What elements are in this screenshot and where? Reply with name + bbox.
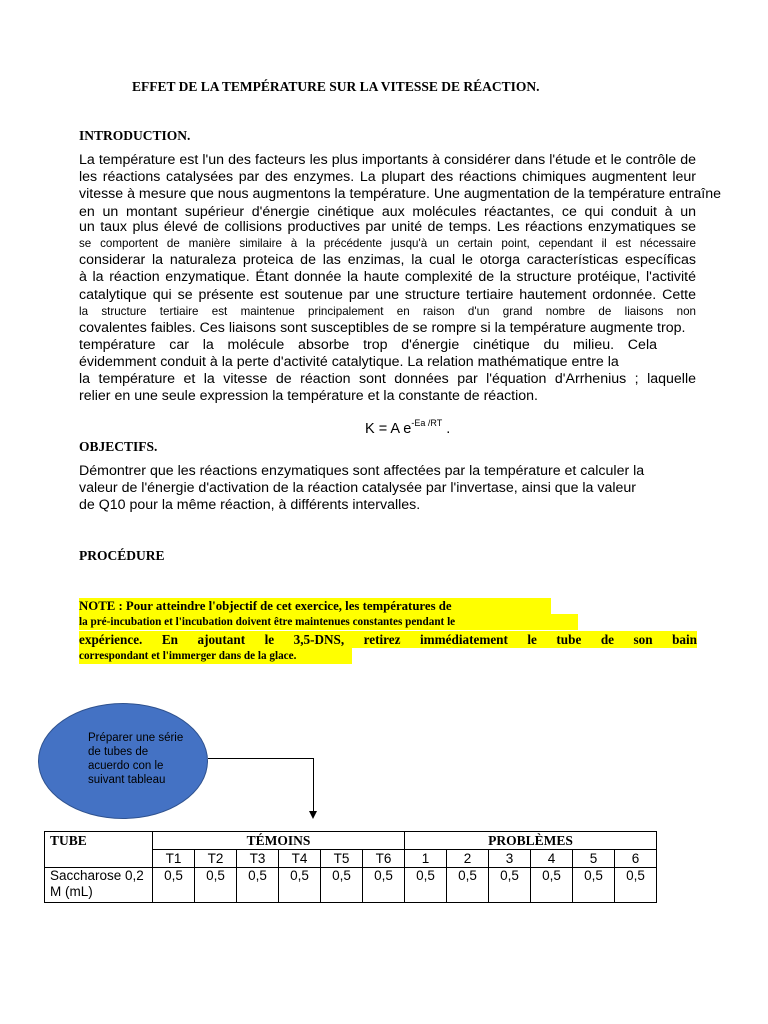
formula-exponent: -Ea /RT [411,418,443,428]
intro-line: évidemment conduit à la perte d'activité catalytique. La relation mathématique entre la [79,354,619,370]
tube-header [45,832,153,868]
table-cell: 0,5 [195,868,237,903]
document-title: EFFET DE LA TEMPÉRATURE SUR LA VITESSE DE RÉACTION. [132,79,540,94]
intro-line: La température est l'un des facteurs les plus importants à considérer dans l'étude et le contrôle de [79,152,696,168]
table-cell: T5 [321,850,363,868]
problemes-header: PROBLÈMES [405,832,657,850]
intro-line: à la réaction enzymatique. Étant donnée la haute complexité de la structure protéique, l'activité [79,269,696,285]
objectives-heading: OBJECTIFS. [79,439,158,454]
table-cell: T4 [279,850,321,868]
table-cell: 0,5 [363,868,405,903]
intro-line: covalentes faibles. Ces liaisons sont susceptibles de se rompre si la température augmente trop. [79,320,686,336]
connector-line [313,758,314,814]
objectives-line: de Q10 pour la même réaction, à différents intervalles. [79,497,421,513]
table-row [45,868,657,903]
note-line: la pré-incubation et l'incubation doivent être maintenues constantes pendant le [79,614,578,630]
table-cell: 0,5 [153,868,195,903]
row-label: Saccharose 0,2 M (mL) [45,868,153,903]
table-header-row [45,832,657,850]
intro-line: considerar la naturaleza proteica de las enzimas, la cual le otorga características específicas [79,252,696,268]
introduction-heading: INTRODUCTION. [79,128,191,143]
table-cell: 0,5 [237,868,279,903]
table-cell: 0,5 [447,868,489,903]
table-cell: 6 [615,850,657,868]
table-cell: 4 [531,850,573,868]
table-cell: 1 [405,850,447,868]
note-line: correspondant et l'immerger dans de la glace. [79,648,352,664]
procedure-heading: PROCÉDURE [79,548,165,563]
intro-line: catalytique qui se présente est soutenue par une structure tertiaire hautement ordonnée. Cette [79,287,696,303]
tube-header-text: TUBE [50,832,87,848]
intro-line: vitesse à mesure que nous augmentons la température. Une augmentation de la température entraîne [79,186,721,202]
connector-line [208,758,314,759]
intro-line: en un montant supérieur d'énergie cinétique aux molécules réactantes, ce qui conduit à un [79,204,696,220]
tubes-table [44,831,657,903]
table-cell: 0,5 [531,868,573,903]
formula-end: . [442,421,451,437]
table-cell: 0,5 [615,868,657,903]
table-cell: 0,5 [489,868,531,903]
temoins-header: TÉMOINS [153,832,405,850]
note-line: expérience. En ajoutant le 3,5-DNS, retirez immédiatement le tube de son bain [79,632,697,647]
intro-line: température car la molécule absorbe trop d'énergie cinétique du milieu. Cela [79,337,657,353]
formula-base: K = A e [365,421,412,437]
table-cell: 3 [489,850,531,868]
intro-line: les réactions catalysées par des enzymes. La plupart des réactions chimiques augmentent leur [79,169,696,185]
table-cell: 0,5 [321,868,363,903]
table-cell: 2 [447,850,489,868]
arrow-down-icon [309,811,317,819]
arrhenius-equation [365,418,451,437]
table-cell: 0,5 [405,868,447,903]
intro-line: relier en une seule expression la température et la constante de réaction. [79,388,539,404]
flow-step-text: Préparer une série de tubes de acuerdo con le suivant tableau [88,732,184,786]
table-cell: 0,5 [279,868,321,903]
intro-line: un taux plus élevé de collisions productives par unité de temps. Les réactions enzymatiques se [79,219,696,235]
table-cell: 5 [573,850,615,868]
table-cell: T6 [363,850,405,868]
note-line: NOTE : Pour atteindre l'objectif de cet exercice, les températures de [79,598,551,614]
objectives-line: valeur de l'énergie d'activation de la réaction catalysée par l'invertase, ainsi que la valeur [79,480,637,496]
intro-line: la température et la vitesse de réaction sont données par l'équation d'Arrhenius ; laquelle [79,371,696,387]
table-cell: T3 [237,850,279,868]
intro-line: se comportent de manière similaire à la précédente jusqu'à un certain point, cependant il est nécessaire [79,237,696,250]
objectives-line: Démontrer que les réactions enzymatiques sont affectées par la température et calculer la [79,463,645,479]
table-cell: T1 [153,850,195,868]
intro-line: la structure tertiaire est maintenue principalement en raison d'un grand nombre de liaisons non [79,305,696,318]
table-cell: T2 [195,850,237,868]
table-cell: 0,5 [573,868,615,903]
